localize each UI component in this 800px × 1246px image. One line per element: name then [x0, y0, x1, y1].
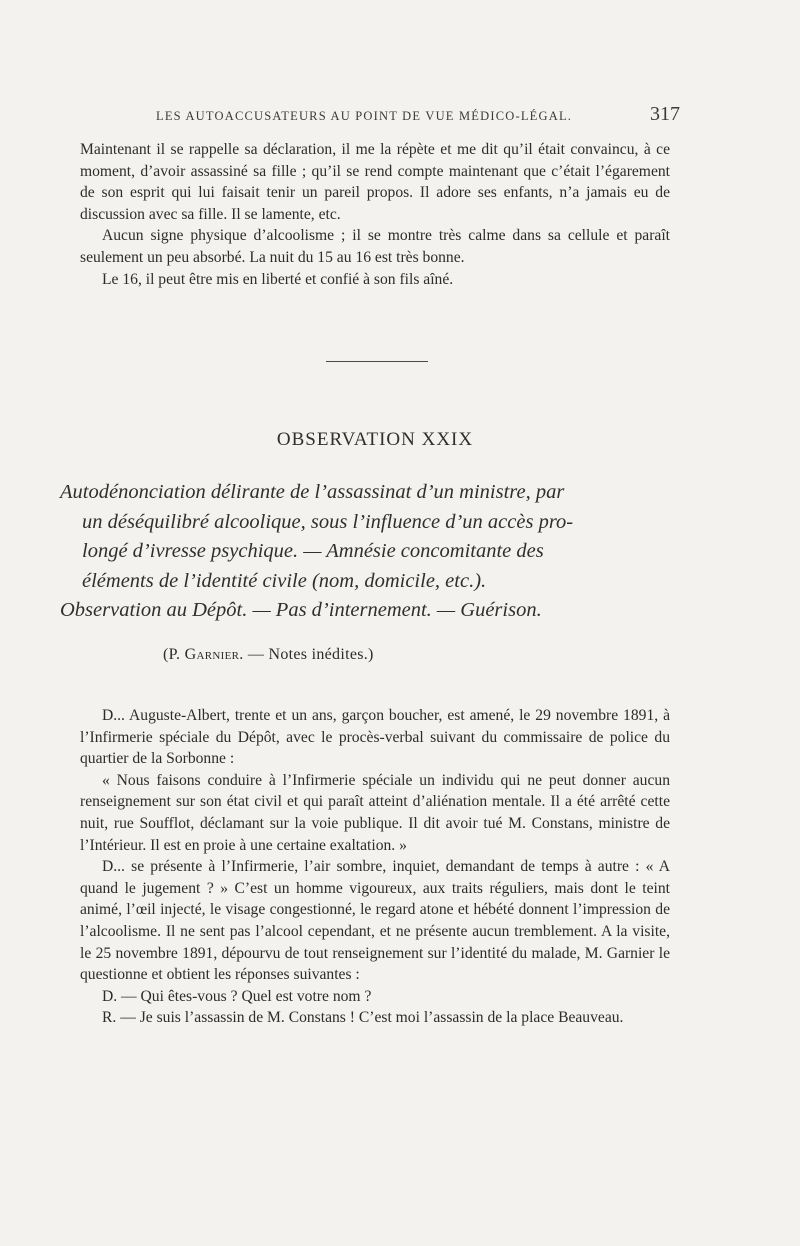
attribution-rest: . — Notes inédites.): [239, 646, 374, 663]
page-number: 317: [650, 103, 680, 125]
summary-line: un déséquilibré alcoolique, sous l’influence d’un accès pro-: [82, 510, 574, 533]
top-text-block: [80, 139, 670, 290]
bottom-text-block: [80, 705, 670, 1029]
summary-line: Autodénonciation délirante de l’assassinat d’un ministre, par: [60, 481, 565, 503]
attribution-author: Garnier: [184, 646, 240, 663]
paragraph: D... Auguste-Albert, trente et un ans, garçon boucher, est amené, le 29 novembre 1891, à l’Infirmerie spéciale du Dépôt, avec le procès-verbal suivant du commissaire de police du quartier de la Sorbonne :: [80, 707, 670, 768]
observation-summary: [60, 478, 672, 626]
section-divider: [326, 361, 428, 362]
observation-title: OBSERVATION XXIX: [276, 429, 474, 450]
paragraph: R. — Je suis l’assassin de M. Constans ! C’est moi l’assassin de la place Beauveau.: [102, 1009, 624, 1027]
running-head-title: LES AUTOACCUSATEURS AU POINT DE VUE MÉDICO-LÉGAL.: [156, 109, 573, 123]
running-head: [80, 103, 680, 131]
paragraph: « Nous faisons conduire à l’Infirmerie spéciale un individu qui ne peut donner aucun renseignement sur son état civil et qui paraît atteint d’aliénation mentale. Il a été arrêté cette nuit, rue Soufflot, déclamant sur la voie publique. Il dit avoir tué M. Constans, ministre de l’Intérieur. Il est en proie à une certaine exaltation. »: [80, 771, 670, 854]
summary-line: longé d’ivresse psychique. — Amnésie concomitante des: [82, 540, 544, 562]
paragraph: Maintenant il se rappelle sa déclaration, il me la répète et me dit qu’il était convaincu, à ce moment, d’avoir assassiné sa fille ; qu’il se rend compte maintenant que c’était l’égarement de son esprit qui lui faisait tenir un pareil propos. Il adore ses enfants, n’a jamais eu de discussion avec sa fille. Il se lamente, etc.: [80, 141, 670, 223]
paragraph: D. — Qui êtes-vous ? Quel est votre nom ?: [102, 987, 372, 1005]
paragraph: D... se présente à l’Infirmerie, l’air sombre, inquiet, demandant de temps à autre : « A quand le jugement ? » C’est un homme vigoureux, aux traits réguliers, mais dont le teint animé, l’œil injecté, le visage congestionné, le regard atone et hébété donnent l’impression de l’alcoolisme. Il ne sent pas l’alcool cependant, et ne présente aucun tremblement. A la visite, le 25 novembre 1891, dépourvu de tout renseignement sur l’identité du malade, M. Garnier le questionne et obtient les réponses suivantes :: [80, 858, 670, 984]
summary-line: Observation au Dépôt. — Pas d’internement. — Guérison.: [60, 599, 542, 621]
attribution: [163, 646, 374, 664]
paragraph: Aucun signe physique d’alcoolisme ; il se montre très calme dans sa cellule et paraît seulement un peu absorbé. La nuit du 15 au 16 est très bonne.: [80, 227, 670, 266]
attribution-open: (P.: [163, 646, 185, 663]
summary-line: éléments de l’identité civile (nom, domicile, etc.).: [82, 569, 487, 592]
paragraph: Le 16, il peut être mis en liberté et confié à son fils aîné.: [102, 270, 454, 288]
